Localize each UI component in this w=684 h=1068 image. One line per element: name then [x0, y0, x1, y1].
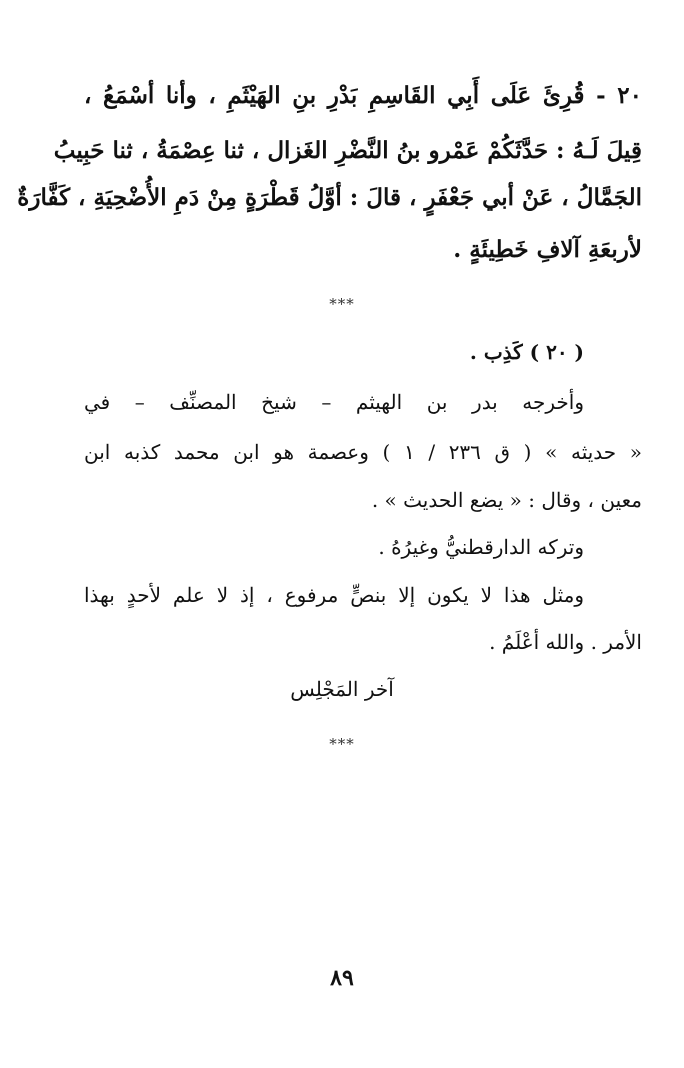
footnote-line-6: الأمر . والله أعْلَمُ . [489, 630, 642, 654]
footnote-line-2: « حديثه » ( ق ٢٣٦ / ١ ) وعصمة هو ابن محمد كذبه ابن [84, 440, 643, 464]
footnote-line-5: ومثل هذا لا يكون إلا بنصٍّ مرفوع ، إذ لا علم لأحدٍ بهذا [84, 583, 584, 607]
hadith-line-3: الجَمَّالُ ، عَنْ أبي جَعْفَرٍ ، قالَ : أوَّلُ قَطْرَةٍ مِنْ دَمِ الأُضْحِيَةِ ، كَفَّارَةٌ [17, 184, 642, 211]
footnote-line-3: معين ، وقال : « يضع الحديث » . [371, 488, 642, 512]
footnote-line-4: وتركه الدارقطنيُّ وغيرُهُ . [378, 535, 584, 559]
page-number: ٨٩ [330, 965, 354, 991]
separator-bottom: *** [329, 735, 355, 753]
separator-top: *** [329, 295, 355, 313]
footnote-heading: ( ٢٠ ) كَذِب . [469, 340, 584, 364]
hadith-line-2: قِيلَ لَـهُ : حَدَّثَكُمْ عَمْرو بنُ النَّضْرِ الغَزال ، ثنا عِصْمَةُ ، ثنا حَبِيبُ [53, 137, 642, 164]
hadith-line-4: لأربعَةِ آلافِ خَطِيئَةٍ . [453, 236, 642, 263]
footnote-line-1: وأخرجه بدر بن الهيثم – شيخ المصنِّف – في [84, 390, 584, 414]
end-title: آخر المَجْلِس [290, 677, 394, 701]
hadith-line-1: ٢٠ - قُرِئَ عَلَى أَبِي القَاسِمِ بَدْرِ بنِ الهَيْثَمِ ، وأنا أسْمَعُ ، [84, 82, 642, 109]
